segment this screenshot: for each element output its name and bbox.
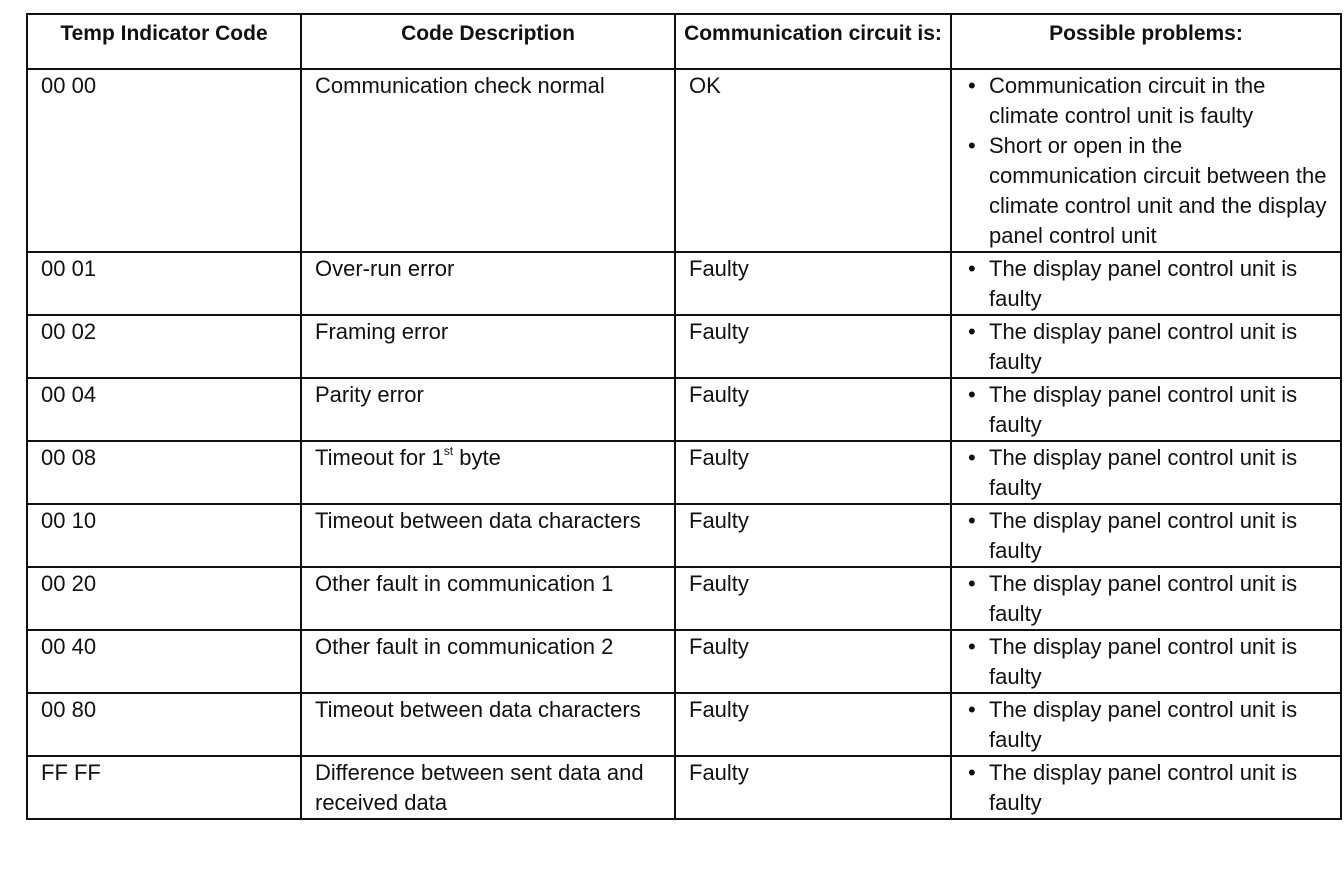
table-row — [27, 69, 1341, 252]
problems-cell — [951, 378, 1341, 441]
fault-code-table-container — [26, 13, 1340, 820]
problem-item: • The display panel control unit is faulty — [965, 632, 1334, 692]
description-cell: Other fault in communication 2 — [301, 630, 675, 693]
problems-list — [965, 71, 1334, 251]
problems-cell — [951, 315, 1341, 378]
problems-cell — [951, 441, 1341, 504]
problems-cell — [951, 69, 1341, 252]
table-row — [27, 630, 1341, 693]
table-header-row — [27, 14, 1341, 69]
problems-cell — [951, 252, 1341, 315]
problems-cell — [951, 567, 1341, 630]
problems-list — [965, 695, 1334, 755]
problems-list — [965, 254, 1334, 314]
circuit-cell: Faulty — [675, 252, 951, 315]
code-cell: 00 80 — [27, 693, 301, 756]
table-row — [27, 756, 1341, 819]
problems-list — [965, 317, 1334, 377]
problem-item: • The display panel control unit is faulty — [965, 758, 1334, 818]
problem-item: • The display panel control unit is faulty — [965, 254, 1334, 314]
table-row — [27, 693, 1341, 756]
circuit-cell: OK — [675, 69, 951, 252]
description-cell: Over-run error — [301, 252, 675, 315]
problems-cell — [951, 630, 1341, 693]
problems-list — [965, 443, 1334, 503]
circuit-cell: Faulty — [675, 315, 951, 378]
circuit-cell: Faulty — [675, 756, 951, 819]
table-row — [27, 441, 1341, 504]
problem-item: • Short or open in the communication circuit between the climate control unit and the display panel control unit — [965, 131, 1334, 251]
code-cell: 00 00 — [27, 69, 301, 252]
circuit-cell: Faulty — [675, 504, 951, 567]
problem-item: • Communication circuit in the climate control unit is faulty — [965, 71, 1334, 131]
table-row — [27, 252, 1341, 315]
description-cell: Communication check normal — [301, 69, 675, 252]
table-row — [27, 315, 1341, 378]
circuit-cell: Faulty — [675, 567, 951, 630]
problems-list — [965, 758, 1334, 818]
problem-item: • The display panel control unit is faulty — [965, 317, 1334, 377]
code-cell: 00 01 — [27, 252, 301, 315]
problem-item: • The display panel control unit is faulty — [965, 695, 1334, 755]
problems-cell — [951, 504, 1341, 567]
description-cell: Other fault in communication 1 — [301, 567, 675, 630]
description-cell: Difference between sent data and received data — [301, 756, 675, 819]
problem-item: • The display panel control unit is faulty — [965, 506, 1334, 566]
code-cell: 00 08 — [27, 441, 301, 504]
circuit-cell: Faulty — [675, 441, 951, 504]
problem-item: • The display panel control unit is faulty — [965, 380, 1334, 440]
header-problems: Possible problems: — [951, 14, 1341, 69]
code-cell: 00 04 — [27, 378, 301, 441]
problems-list — [965, 632, 1334, 692]
table-body — [27, 69, 1341, 819]
description-cell: Timeout between data characters — [301, 693, 675, 756]
problems-cell — [951, 693, 1341, 756]
circuit-cell: Faulty — [675, 693, 951, 756]
circuit-cell: Faulty — [675, 378, 951, 441]
code-cell: 00 20 — [27, 567, 301, 630]
description-cell: Timeout between data characters — [301, 504, 675, 567]
header-description: Code Description — [301, 14, 675, 69]
table-row — [27, 378, 1341, 441]
header-code: Temp Indicator Code — [27, 14, 301, 69]
table-row — [27, 567, 1341, 630]
fault-code-table — [26, 13, 1342, 820]
description-cell: Framing error — [301, 315, 675, 378]
code-cell: FF FF — [27, 756, 301, 819]
problems-list — [965, 380, 1334, 440]
problem-item: • The display panel control unit is faulty — [965, 569, 1334, 629]
code-cell: 00 10 — [27, 504, 301, 567]
description-cell: Timeout for 1st byte — [301, 441, 675, 504]
problems-list — [965, 569, 1334, 629]
code-cell: 00 02 — [27, 315, 301, 378]
code-cell: 00 40 — [27, 630, 301, 693]
problem-item: • The display panel control unit is faulty — [965, 443, 1334, 503]
table-row — [27, 504, 1341, 567]
description-cell: Parity error — [301, 378, 675, 441]
header-circuit: Communication circuit is: — [675, 14, 951, 69]
problems-list — [965, 506, 1334, 566]
circuit-cell: Faulty — [675, 630, 951, 693]
problems-cell — [951, 756, 1341, 819]
